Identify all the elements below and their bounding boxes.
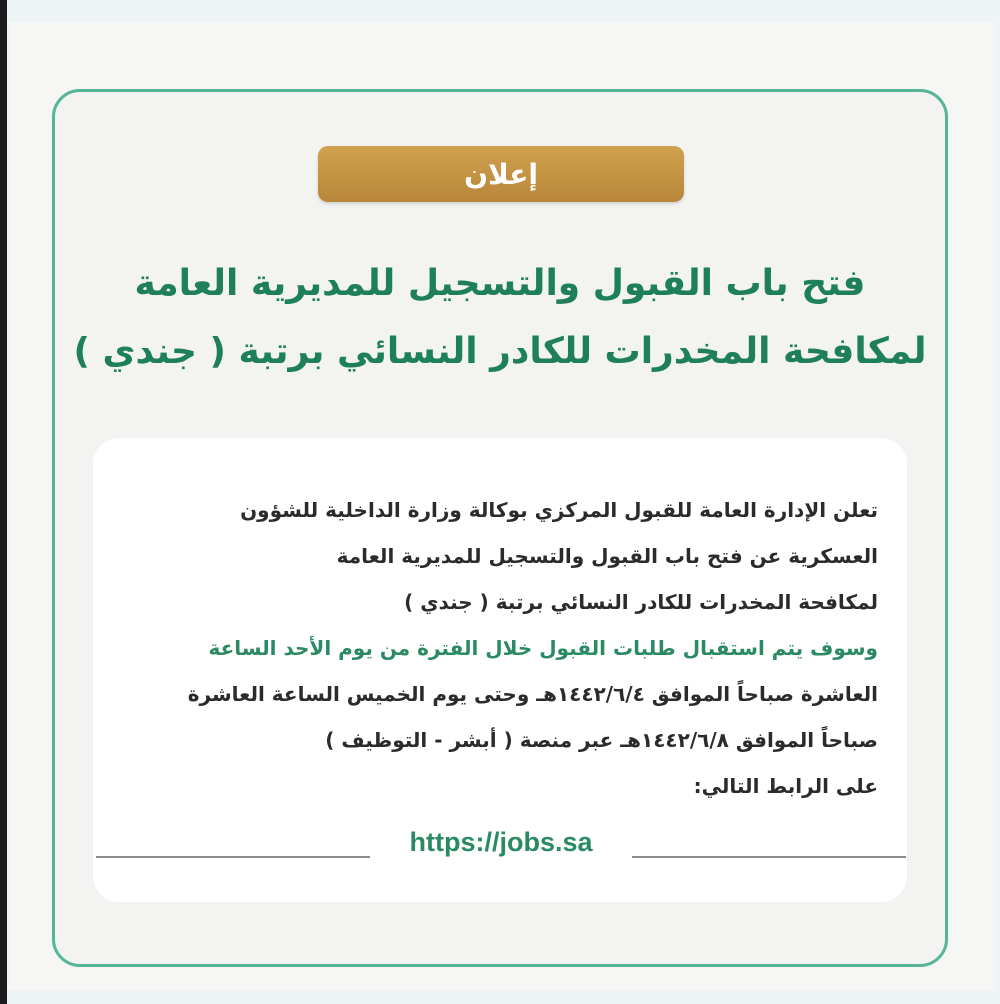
headline-line-1: فتح باب القبول والتسجيل للمديرية العامة	[134, 263, 866, 304]
body-line-2: العسكرية عن فتح باب القبول والتسجيل للمديرية العامة	[336, 544, 878, 568]
body-line-4: وسوف يتم استقبال طلبات القبول خلال الفترة من يوم الأحد الساعة	[208, 636, 878, 660]
body-line-1: تعلن الإدارة العامة للقبول المركزي بوكالة وزارة الداخلية للشؤون	[240, 498, 878, 522]
body-line-3: لمكافحة المخدرات للكادر النسائي برتبة ( جندي )	[404, 590, 878, 614]
announcement-badge: إعلان	[318, 146, 684, 202]
divider-left	[96, 856, 370, 858]
link-row	[96, 822, 906, 866]
body-line-5: العاشرة صباحاً الموافق ١٤٤٢/٦/٤هـ وحتى يوم الخميس الساعة العاشرة	[187, 682, 878, 706]
announcement-headline	[60, 250, 940, 386]
headline-line-2: لمكافحة المخدرات للكادر النسائي برتبة ( جندي )	[73, 331, 927, 372]
left-edge-bar	[0, 0, 7, 1004]
body-line-7: على الرابط التالي:	[693, 774, 878, 798]
jobs-link[interactable]: https://jobs.sa	[409, 827, 593, 857]
divider-right	[632, 856, 906, 858]
announcement-body	[118, 487, 878, 809]
body-line-6: صباحاً الموافق ١٤٤٢/٦/٨هـ عبر منصة ( أبشر - التوظيف )	[325, 728, 878, 752]
